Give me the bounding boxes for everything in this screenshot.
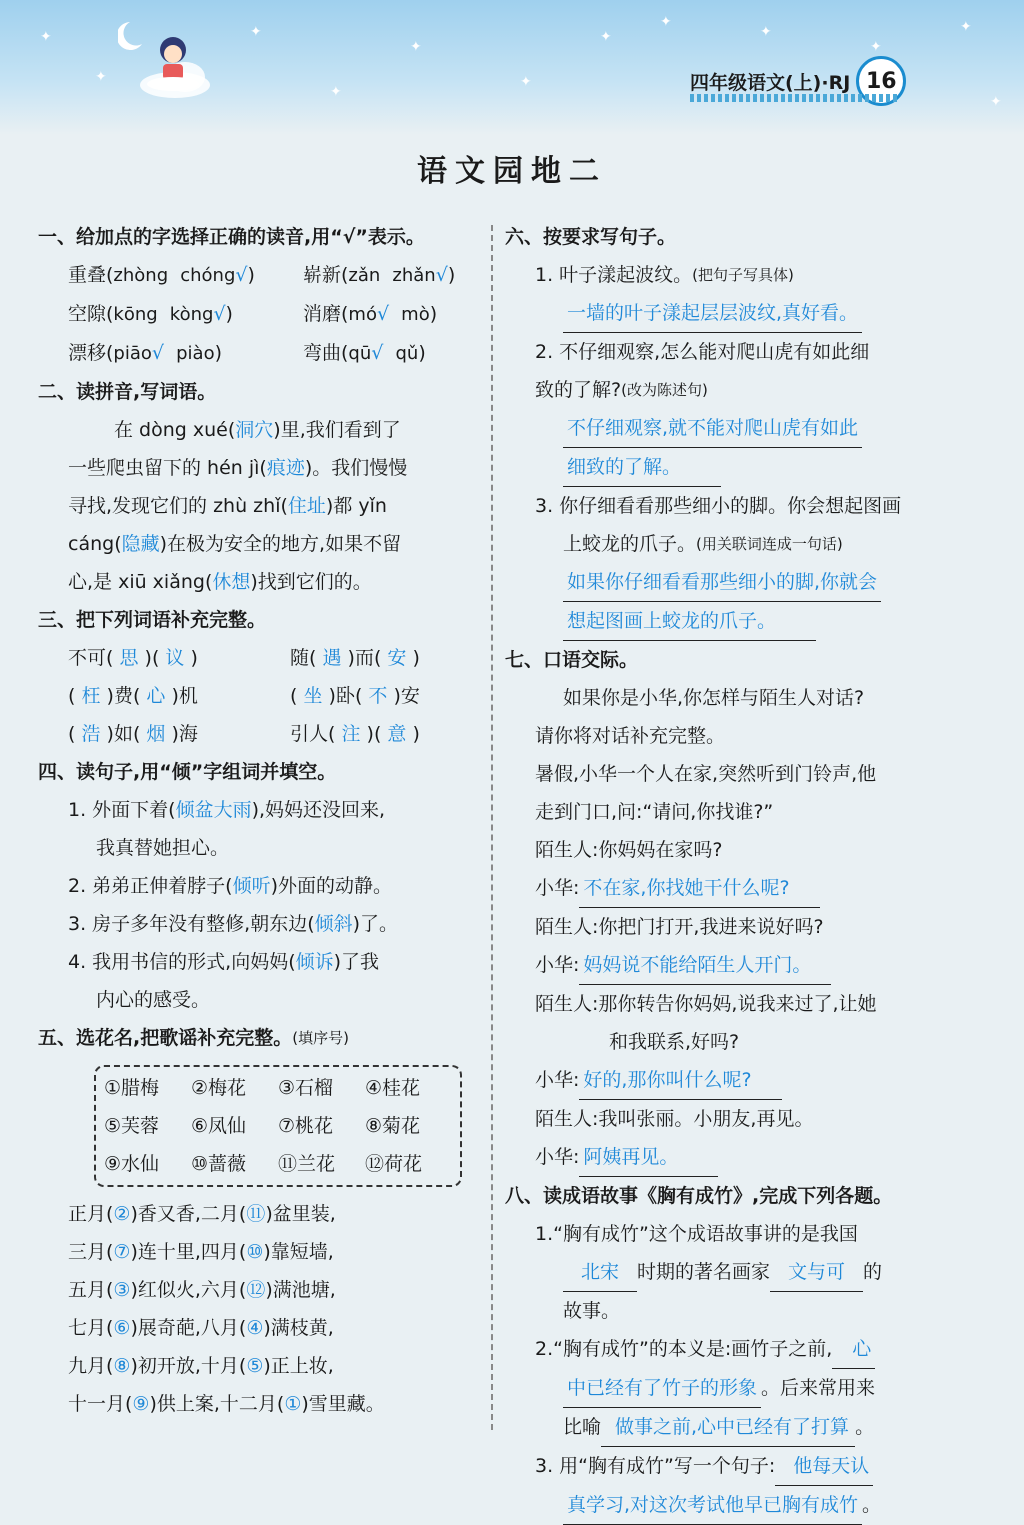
mascot-icon [118,12,208,92]
column-divider [491,225,493,1430]
header-tag [690,64,906,98]
text-line: 2. 不仔细观察,怎么能对爬山虎有如此细 [535,341,870,363]
star-icon: ✦ [330,84,342,100]
answer-line: 想起图画上蛟龙的爪子。 [505,602,965,641]
pinyin-item: 空隙(kōng kòng√) [68,303,233,325]
pinyin-item: 漂移(piāo√ piào) [68,342,223,364]
pinyin-row [38,256,478,295]
text-line: 请你将对话补充完整。 [535,725,726,747]
text-line: 一些爬虫留下的 hén jì( 痕迹 )。我们慢慢 [68,457,408,479]
star-icon: ✦ [95,69,107,85]
text-line: 1. 外面下着( 倾盆大雨 ),妈妈还没回来, [68,799,386,821]
text-line: 寻找,发现它们的 zhù zhǐ( 住址 )都 yǐn [68,495,387,517]
answer-line: 如果你仔细看看那些细小的脚,你就会 [505,563,965,602]
section-7-heading: 七、口语交际。 [505,649,639,671]
section-2-heading: 二、读拼音,写词语。 [38,381,217,403]
header-stripes [690,94,900,102]
right-column [505,218,965,1525]
star-icon: ✦ [250,24,262,40]
star-icon: ✦ [960,19,972,35]
song-line: 七月( ⑥ )展奇葩,八月( ④ )满枝黄, [68,1317,334,1339]
star-icon: ✦ [600,29,612,45]
text-line: 4. 我用书信的形式,向妈妈( 倾诉 )了我 [68,951,380,973]
page-number: 16 [865,68,897,94]
text-line: 上蛟龙的爪子。 (用关联词连成一句话) [563,533,843,555]
pinyin-item: 重叠(zhòng chóng√) [68,264,255,286]
song-line: 正月( ② )香又香,二月( ⑪ )盆里装, [68,1203,336,1225]
star-icon: ✦ [660,14,672,30]
dialog-line: 和我联系,好吗? [609,1031,740,1053]
section-6-heading: 六、按要求写句子。 [505,226,677,248]
text-line: 3. 房子多年没有整修,朝东边( 倾斜 )了。 [68,913,399,935]
idiom-row: ( 浩 )如( 烟 )海 引人( 注 )( 意 ) [68,723,420,745]
flower-row: ①腊梅 ②梅花 ③石榴 ④桂花 [104,1077,421,1099]
dialog-line: 陌生人:我叫张丽。小朋友,再见。 [535,1108,814,1130]
dialog-line: 陌生人:你把门打开,我进来说好吗? [535,916,824,938]
text-line: 真学习,对这次考试他早已胸有成竹 。 [505,1486,965,1525]
pinyin-row [38,334,478,373]
answer-line: 不仔细观察,就不能对爬山虎有如此 [505,409,965,448]
text-line: 暑假,小华一个人在家,突然听到门铃声,他 [535,763,877,785]
book-label: 四年级语文(上)·RJ [690,71,851,94]
text-line: 3. 用“胸有成竹”写一个句子: 他每天认 [505,1447,965,1486]
song-line: 九月( ⑧ )初开放,十月( ⑤ )正上妆, [68,1355,334,1377]
star-icon: ✦ [410,39,422,55]
star-icon: ✦ [870,39,882,55]
answer-line: 一墙的叶子漾起层层波纹,真好看。 [505,294,965,333]
text-line: 北宋 时期的著名画家 文与可 的 [505,1253,965,1292]
left-column [38,218,478,1423]
text-line: 1. 叶子漾起波纹。 (把句子写具体) [535,264,794,286]
dialog-line: 小华: 阿姨再见。 [505,1138,965,1177]
text-line: 在 dòng xué( 洞穴 )里,我们看到了 [114,419,401,441]
text-line: 内心的感受。 [96,989,211,1011]
dialog-line: 陌生人:你妈妈在家吗? [535,839,723,861]
song-line: 三月( ⑦ )连十里,四月( ⑩ )靠短墙, [68,1241,334,1263]
text-line: 2. 弟弟正伸着脖子( 倾听 )外面的动静。 [68,875,393,897]
text-line: 故事。 [563,1300,621,1322]
text-line: 走到门口,问:“请问,你找谁?” [535,801,774,823]
star-icon: ✦ [520,74,532,90]
text-line: 如果你是小华,你怎样与陌生人对话? [563,687,865,709]
pinyin-item: 消磨(mó√ mò) [303,303,438,325]
section-3-heading: 三、把下列词语补充完整。 [38,609,267,631]
dialog-line: 陌生人:那你转告你妈妈,说我来过了,让她 [535,993,877,1015]
pinyin-item: 崭新(zǎn zhǎn√) [303,264,456,286]
text-line: 心,是 xiū xiǎng( 休想 )找到它们的。 [68,571,372,593]
text-line: 3. 你仔细看看那些细小的脚。你会想起图画 [535,495,902,517]
text-line: 1.“胸有成竹”这个成语故事讲的是我国 [535,1223,858,1245]
star-icon: ✦ [40,29,52,45]
idiom-row: 不可( 思 )( 议 ) 随( 遇 )而( 安 ) [68,647,420,669]
answer-line: 细致的了解。 [505,448,965,487]
section-5-heading: 五、选花名,把歌谣补充完整。 (填序号) [38,1027,349,1049]
text-line: 致的了解? (改为陈述句) [535,379,708,401]
dialog-line: 小华: 好的,那你叫什么呢? [505,1061,965,1100]
flower-options-box [94,1065,462,1187]
text-line: 2.“胸有成竹”的本义是:画竹子之前, 心 [505,1330,965,1369]
pinyin-row [38,295,478,334]
section-4-heading: 四、读句子,用“倾”字组词并填空。 [38,761,337,783]
flower-row: ⑨水仙 ⑩蔷薇 ⑪兰花 ⑫荷花 [104,1153,423,1175]
star-icon: ✦ [760,24,772,40]
dialog-line: 小华: 不在家,你找她干什么呢? [505,869,965,908]
dialog-line: 小华: 妈妈说不能给陌生人开门。 [505,946,965,985]
flower-row: ⑤芙蓉 ⑥凤仙 ⑦桃花 ⑧菊花 [104,1115,421,1137]
star-icon: ✦ [990,94,1002,110]
page-title: 语文园地二 [417,154,607,189]
song-line: 五月( ③ )红似火,六月( ⑫ )满池塘, [68,1279,336,1301]
song-line: 十一月( ⑨ )供上案,十二月( ① )雪里藏。 [68,1393,385,1415]
section-1-heading: 一、给加点的字选择正确的读音,用“√”表示。 [38,226,425,248]
idiom-row: ( 枉 )费( 心 )机 ( 坐 )卧( 不 )安 [68,685,420,707]
text-line: cáng( 隐藏 )在极为安全的地方,如果不留 [68,533,402,555]
section-8-heading: 八、读成语故事《胸有成竹》,完成下列各题。 [505,1185,893,1207]
text-line: 我真替她担心。 [96,837,230,859]
text-line: 中已经有了竹子的形象 。后来常用来 [505,1369,965,1408]
pinyin-item: 弯曲(qū√ qǔ) [303,342,426,364]
text-line: 比喻 做事之前,心中已经有了打算 。 [505,1408,965,1447]
